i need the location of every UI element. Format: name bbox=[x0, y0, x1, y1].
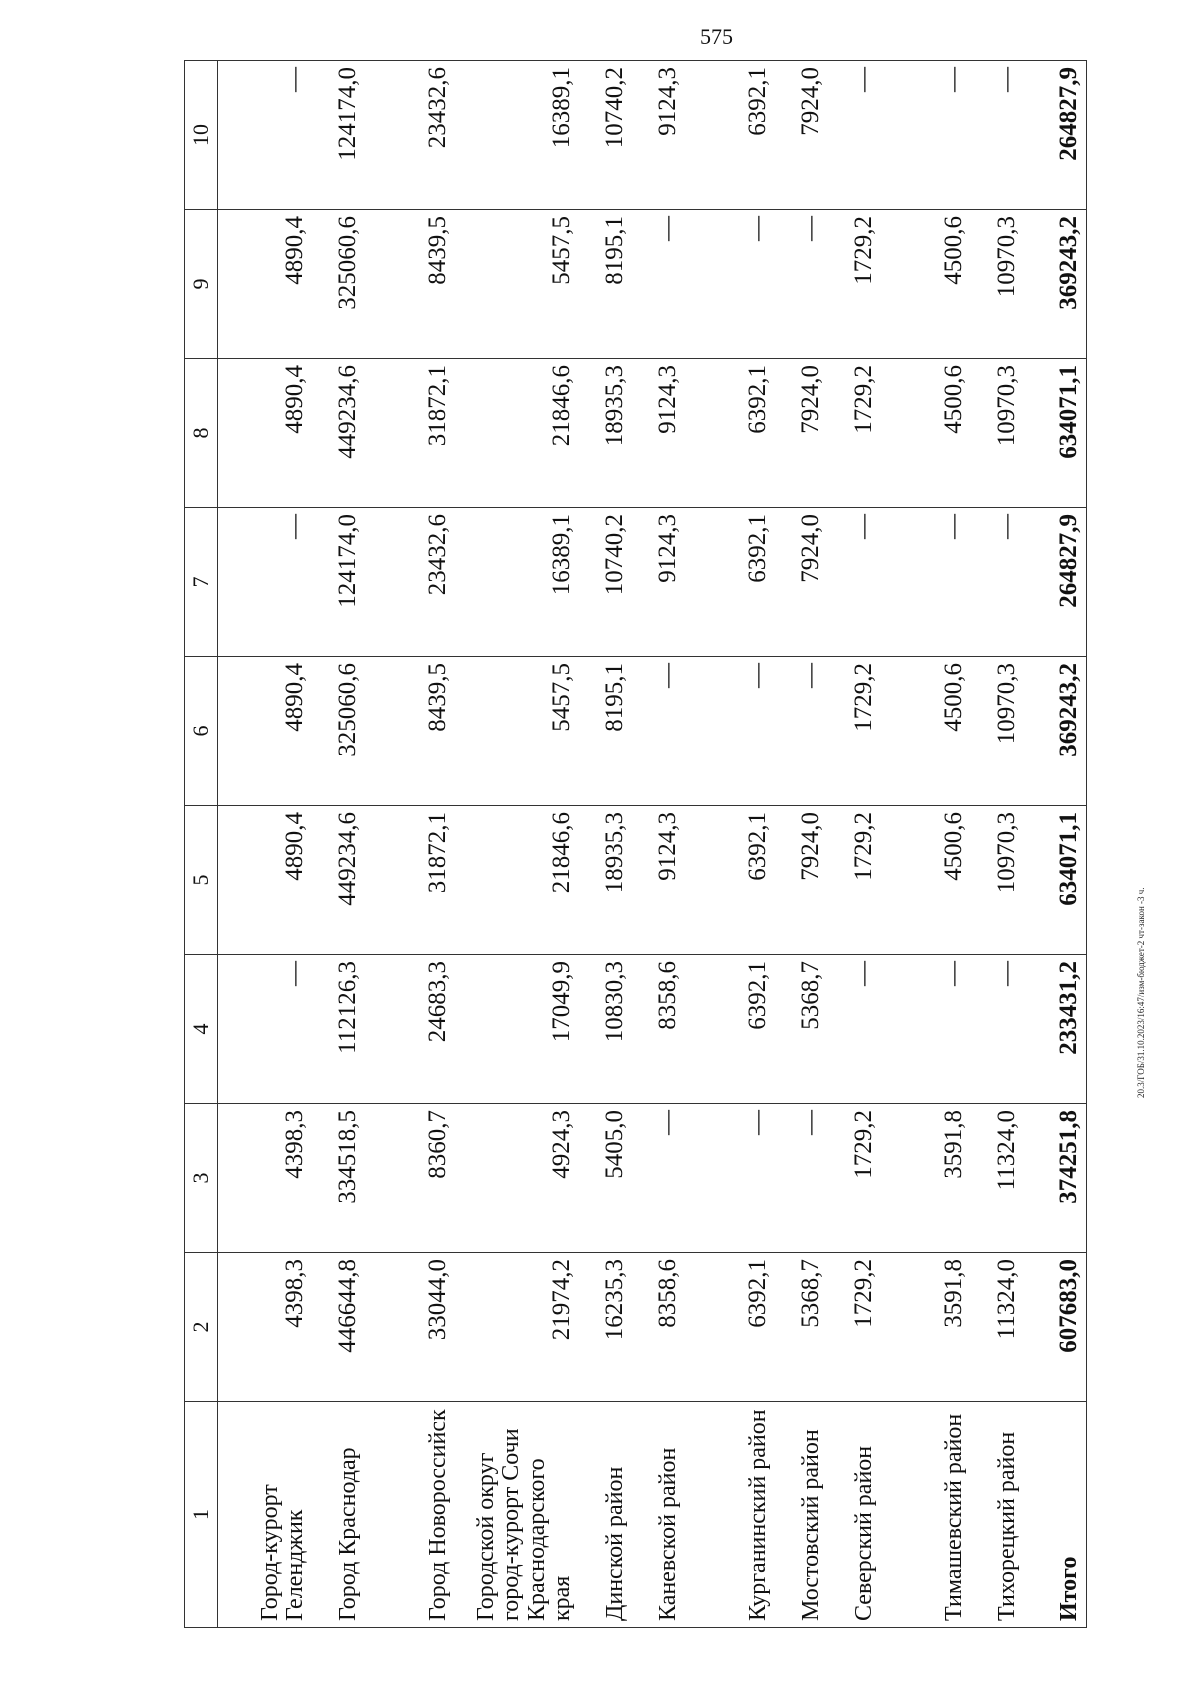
table-row bbox=[308, 61, 361, 1628]
table-cell: 6392,1 bbox=[681, 508, 771, 657]
table-cell: 1729,2 bbox=[824, 359, 877, 508]
municipality-name: Город Новороссийск bbox=[361, 1402, 451, 1628]
table-cell: 31872,1 bbox=[361, 359, 451, 508]
table-cell: 325060,6 bbox=[308, 210, 361, 359]
table-cell: 4398,3 bbox=[218, 1253, 309, 1402]
table-wrapper bbox=[184, 62, 1184, 1628]
table-cell: 10970,3 bbox=[967, 359, 1020, 508]
table-cell: 10970,3 bbox=[967, 806, 1020, 955]
table-row bbox=[575, 61, 628, 1628]
table-row bbox=[877, 61, 967, 1628]
table-cell: 9124,3 bbox=[628, 806, 681, 955]
table-cell: 4500,6 bbox=[877, 210, 967, 359]
total-cell: 369243,2 bbox=[1020, 657, 1087, 806]
table-cell: 18935,3 bbox=[575, 806, 628, 955]
table-cell: 23432,6 bbox=[361, 61, 451, 210]
table-cell: 1729,2 bbox=[824, 657, 877, 806]
table-cell: — bbox=[218, 508, 309, 657]
table-cell: 4500,6 bbox=[877, 806, 967, 955]
table-cell: — bbox=[877, 955, 967, 1104]
table-cell: 3591,8 bbox=[877, 1253, 967, 1402]
municipality-name: Динской район bbox=[575, 1402, 628, 1628]
table-cell: 16389,1 bbox=[451, 508, 575, 657]
table-cell: 4500,6 bbox=[877, 359, 967, 508]
table-cell: 33044,0 bbox=[361, 1253, 451, 1402]
table-cell: 124174,0 bbox=[308, 61, 361, 210]
municipality-name: Северский район bbox=[824, 1402, 877, 1628]
table-cell: 7924,0 bbox=[771, 806, 824, 955]
table-cell: 9124,3 bbox=[628, 359, 681, 508]
table-cell: 6392,1 bbox=[681, 1253, 771, 1402]
table-cell: 6392,1 bbox=[681, 359, 771, 508]
table-cell: 18935,3 bbox=[575, 359, 628, 508]
column-number: 10 bbox=[185, 61, 218, 210]
table-cell: — bbox=[681, 1104, 771, 1253]
table-cell: — bbox=[218, 61, 309, 210]
table-cell: 449234,6 bbox=[308, 806, 361, 955]
table-cell: — bbox=[967, 508, 1020, 657]
table-cell: 1729,2 bbox=[824, 1104, 877, 1253]
total-cell: 634071,1 bbox=[1020, 359, 1087, 508]
table-row bbox=[451, 61, 575, 1628]
total-cell: 607683,0 bbox=[1020, 1253, 1087, 1402]
total-cell: 369243,2 bbox=[1020, 210, 1087, 359]
table-cell: 4890,4 bbox=[218, 657, 309, 806]
municipality-name: Город Краснодар bbox=[308, 1402, 361, 1628]
table-cell: 8439,5 bbox=[361, 657, 451, 806]
table-row bbox=[967, 61, 1020, 1628]
table-cell: — bbox=[771, 1104, 824, 1253]
table-cell: — bbox=[877, 61, 967, 210]
table-cell: 24683,3 bbox=[361, 955, 451, 1104]
table-cell: 16389,1 bbox=[451, 61, 575, 210]
table-row bbox=[681, 61, 771, 1628]
table-row bbox=[824, 61, 877, 1628]
total-cell: 634071,1 bbox=[1020, 806, 1087, 955]
table-cell: 1729,2 bbox=[824, 1253, 877, 1402]
table-cell: 8439,5 bbox=[361, 210, 451, 359]
footer-text: 20.3/ГОБ/31.10.2023/16:47/изм-бюджет-2 чт-закон -3 ч. bbox=[1136, 887, 1146, 1098]
table-cell: 8358,6 bbox=[628, 955, 681, 1104]
table-cell: 7924,0 bbox=[771, 359, 824, 508]
total-label: Итого bbox=[1020, 1402, 1087, 1628]
table-cell: 5368,7 bbox=[771, 1253, 824, 1402]
table-cell: — bbox=[824, 955, 877, 1104]
table-cell: 4890,4 bbox=[218, 210, 309, 359]
table-cell: — bbox=[628, 657, 681, 806]
total-row bbox=[1020, 61, 1087, 1628]
municipality-name: Каневской район bbox=[628, 1402, 681, 1628]
table-cell: 4890,4 bbox=[218, 806, 309, 955]
municipality-name: Мостовский район bbox=[771, 1402, 824, 1628]
table-cell: 10970,3 bbox=[967, 210, 1020, 359]
table-cell: 4500,6 bbox=[877, 657, 967, 806]
table-cell: — bbox=[824, 508, 877, 657]
table-cell: 10740,2 bbox=[575, 508, 628, 657]
table-cell: 4890,4 bbox=[218, 359, 309, 508]
total-cell: 233431,2 bbox=[1020, 955, 1087, 1104]
table-cell: — bbox=[681, 210, 771, 359]
table-cell: 6392,1 bbox=[681, 61, 771, 210]
table-cell: 16235,3 bbox=[575, 1253, 628, 1402]
table-cell: 1729,2 bbox=[824, 210, 877, 359]
table-cell: — bbox=[218, 955, 309, 1104]
table-cell: 9124,3 bbox=[628, 61, 681, 210]
table-cell: 325060,6 bbox=[308, 657, 361, 806]
municipality-name: Городской округ город-курорт Сочи Краснодарского края bbox=[451, 1402, 575, 1628]
municipality-name: Тимашевский район bbox=[877, 1402, 967, 1628]
column-number: 7 bbox=[185, 508, 218, 657]
table-cell: 5457,5 bbox=[451, 657, 575, 806]
total-cell: 264827,9 bbox=[1020, 61, 1087, 210]
table-cell: 7924,0 bbox=[771, 61, 824, 210]
table-cell: 31872,1 bbox=[361, 806, 451, 955]
total-cell: 264827,9 bbox=[1020, 508, 1087, 657]
column-number: 3 bbox=[185, 1104, 218, 1253]
column-number: 9 bbox=[185, 210, 218, 359]
municipality-name: Город-курорт Геленджик bbox=[218, 1402, 309, 1628]
table-cell: 8195,1 bbox=[575, 657, 628, 806]
table-cell: 7924,0 bbox=[771, 508, 824, 657]
table-cell: 10830,3 bbox=[575, 955, 628, 1104]
table-cell: 5368,7 bbox=[771, 955, 824, 1104]
table-cell: 5405,0 bbox=[575, 1104, 628, 1253]
table-cell: 112126,3 bbox=[308, 955, 361, 1104]
table-cell: 21974,2 bbox=[451, 1253, 575, 1402]
table-cell: — bbox=[681, 657, 771, 806]
table-cell: 11324,0 bbox=[967, 1104, 1020, 1253]
table-cell: 9124,3 bbox=[628, 508, 681, 657]
table-cell: 6392,1 bbox=[681, 955, 771, 1104]
table-cell: — bbox=[771, 657, 824, 806]
table-cell: 11324,0 bbox=[967, 1253, 1020, 1402]
column-number: 4 bbox=[185, 955, 218, 1104]
municipality-name: Курганинский район bbox=[681, 1402, 771, 1628]
table-cell: — bbox=[967, 955, 1020, 1104]
column-number: 1 bbox=[185, 1402, 218, 1628]
table-cell: — bbox=[877, 508, 967, 657]
table-cell: — bbox=[824, 61, 877, 210]
table-cell: — bbox=[628, 210, 681, 359]
table-cell: 8360,7 bbox=[361, 1104, 451, 1253]
table-cell: 446644,8 bbox=[308, 1253, 361, 1402]
table-cell: 4398,3 bbox=[218, 1104, 309, 1253]
column-number: 8 bbox=[185, 359, 218, 508]
table-cell: 6392,1 bbox=[681, 806, 771, 955]
table-cell: 10740,2 bbox=[575, 61, 628, 210]
municipality-name: Тихорецкий район bbox=[967, 1402, 1020, 1628]
table-cell: 10970,3 bbox=[967, 657, 1020, 806]
table-cell: 8195,1 bbox=[575, 210, 628, 359]
column-number: 2 bbox=[185, 1253, 218, 1402]
table-cell: 21846,6 bbox=[451, 359, 575, 508]
table-cell: 8358,6 bbox=[628, 1253, 681, 1402]
budget-table bbox=[184, 60, 1087, 1628]
table-cell: — bbox=[628, 1104, 681, 1253]
table-cell: 334518,5 bbox=[308, 1104, 361, 1253]
total-cell: 374251,8 bbox=[1020, 1104, 1087, 1253]
table-cell: — bbox=[771, 210, 824, 359]
column-number-row bbox=[185, 61, 218, 1628]
table-cell: 124174,0 bbox=[308, 508, 361, 657]
table-cell: 4924,3 bbox=[451, 1104, 575, 1253]
table-cell: 3591,8 bbox=[877, 1104, 967, 1253]
table-row bbox=[628, 61, 681, 1628]
page-number: 575 bbox=[700, 24, 733, 49]
column-number: 5 bbox=[185, 806, 218, 955]
table-cell: 1729,2 bbox=[824, 806, 877, 955]
column-number: 6 bbox=[185, 657, 218, 806]
table-cell: 449234,6 bbox=[308, 359, 361, 508]
table-row bbox=[218, 61, 309, 1628]
table-row bbox=[361, 61, 451, 1628]
table-cell: 21846,6 bbox=[451, 806, 575, 955]
table-cell: 23432,6 bbox=[361, 508, 451, 657]
table-cell: 5457,5 bbox=[451, 210, 575, 359]
table-cell: 17049,9 bbox=[451, 955, 575, 1104]
table-row bbox=[771, 61, 824, 1628]
table-cell: — bbox=[967, 61, 1020, 210]
